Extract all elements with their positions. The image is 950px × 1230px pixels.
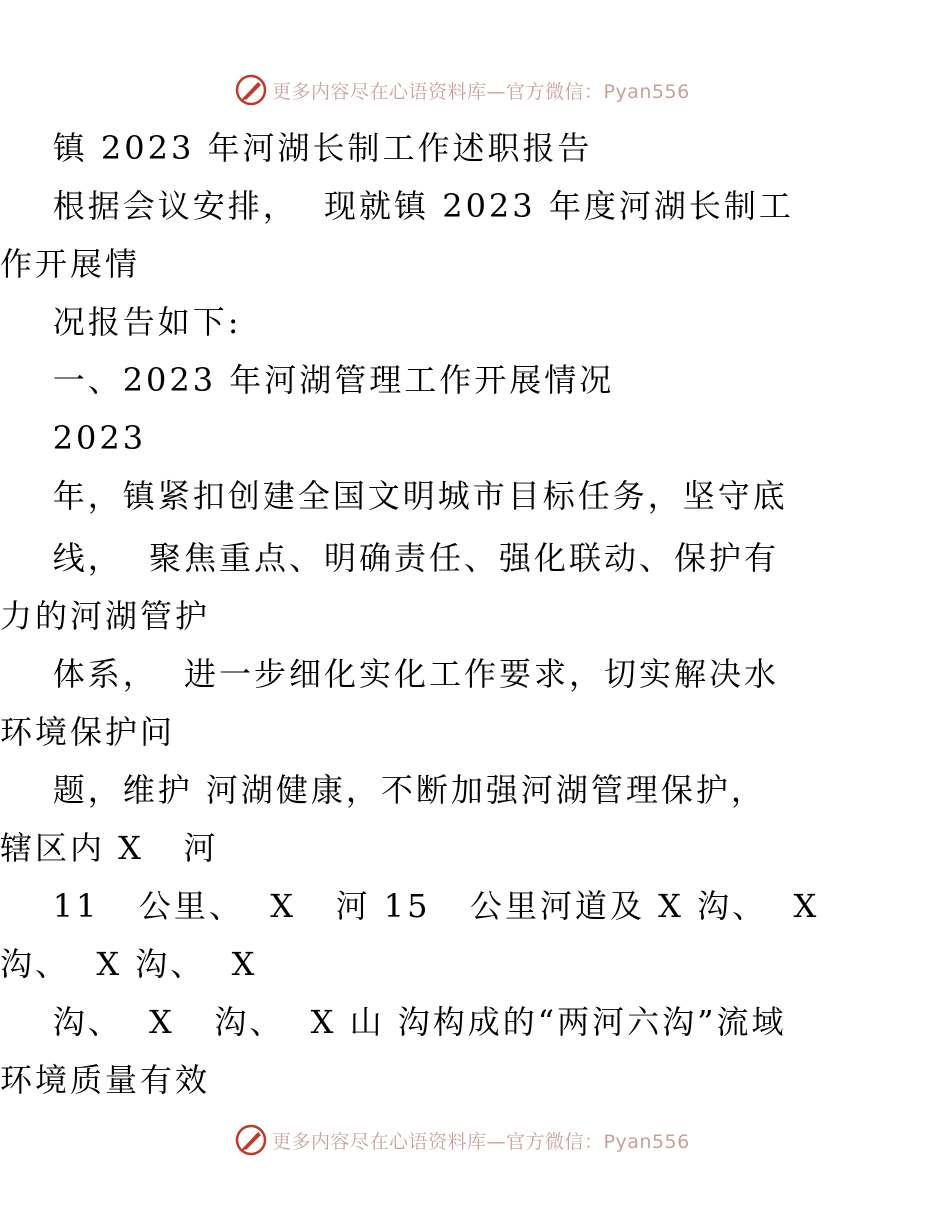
document-title-line: 镇 2023 年河湖长制工作述职报告 [0, 129, 593, 167]
document-line: 根据会议安排， 现就镇 2023 年度河湖长制工 [0, 187, 794, 225]
document-line: 环境保护问 [0, 713, 176, 751]
document-line: 沟、 X 沟、 X 山 沟构成的“两河六沟”流域 [0, 1003, 787, 1041]
quill-pen-logo-icon [234, 1123, 268, 1157]
document-line: 辖区内 X 河 [0, 829, 219, 867]
document-line: 力的河湖管护 [0, 597, 211, 635]
document-line: 11 公里、 X 河 15 公里河道及 X 沟、 X [0, 887, 820, 925]
header-watermark-text: 更多内容尽在心语资料库—官方微信：Pyan556 [272, 80, 690, 103]
document-line: 环境质量有效 [0, 1061, 211, 1099]
quill-pen-logo-icon [234, 73, 268, 107]
document-line: 体系， 进一步细化实化工作要求，切实解决水 [0, 655, 780, 693]
document-line: 作开展情 [0, 245, 141, 283]
header-watermark-banner [234, 72, 690, 108]
footer-watermark-text: 更多内容尽在心语资料库—官方微信：Pyan556 [272, 1130, 690, 1153]
document-line: 沟、 X 沟、 X [0, 945, 258, 983]
document-line: 2023 [0, 419, 147, 457]
section-heading-line: 一、2023 年河湖管理工作开展情况 [0, 361, 615, 399]
document-line: 题，维护 河湖健康，不断加强河湖管理保护， [0, 771, 766, 809]
document-line: 年，镇紧扣创建全国文明城市目标任务，坚守底 [0, 477, 788, 515]
document-line: 况报告如下: [0, 303, 242, 341]
footer-watermark-banner [234, 1122, 690, 1158]
document-line: 线， 聚焦重点、明确责任、强化联动、保护有 [0, 539, 780, 577]
